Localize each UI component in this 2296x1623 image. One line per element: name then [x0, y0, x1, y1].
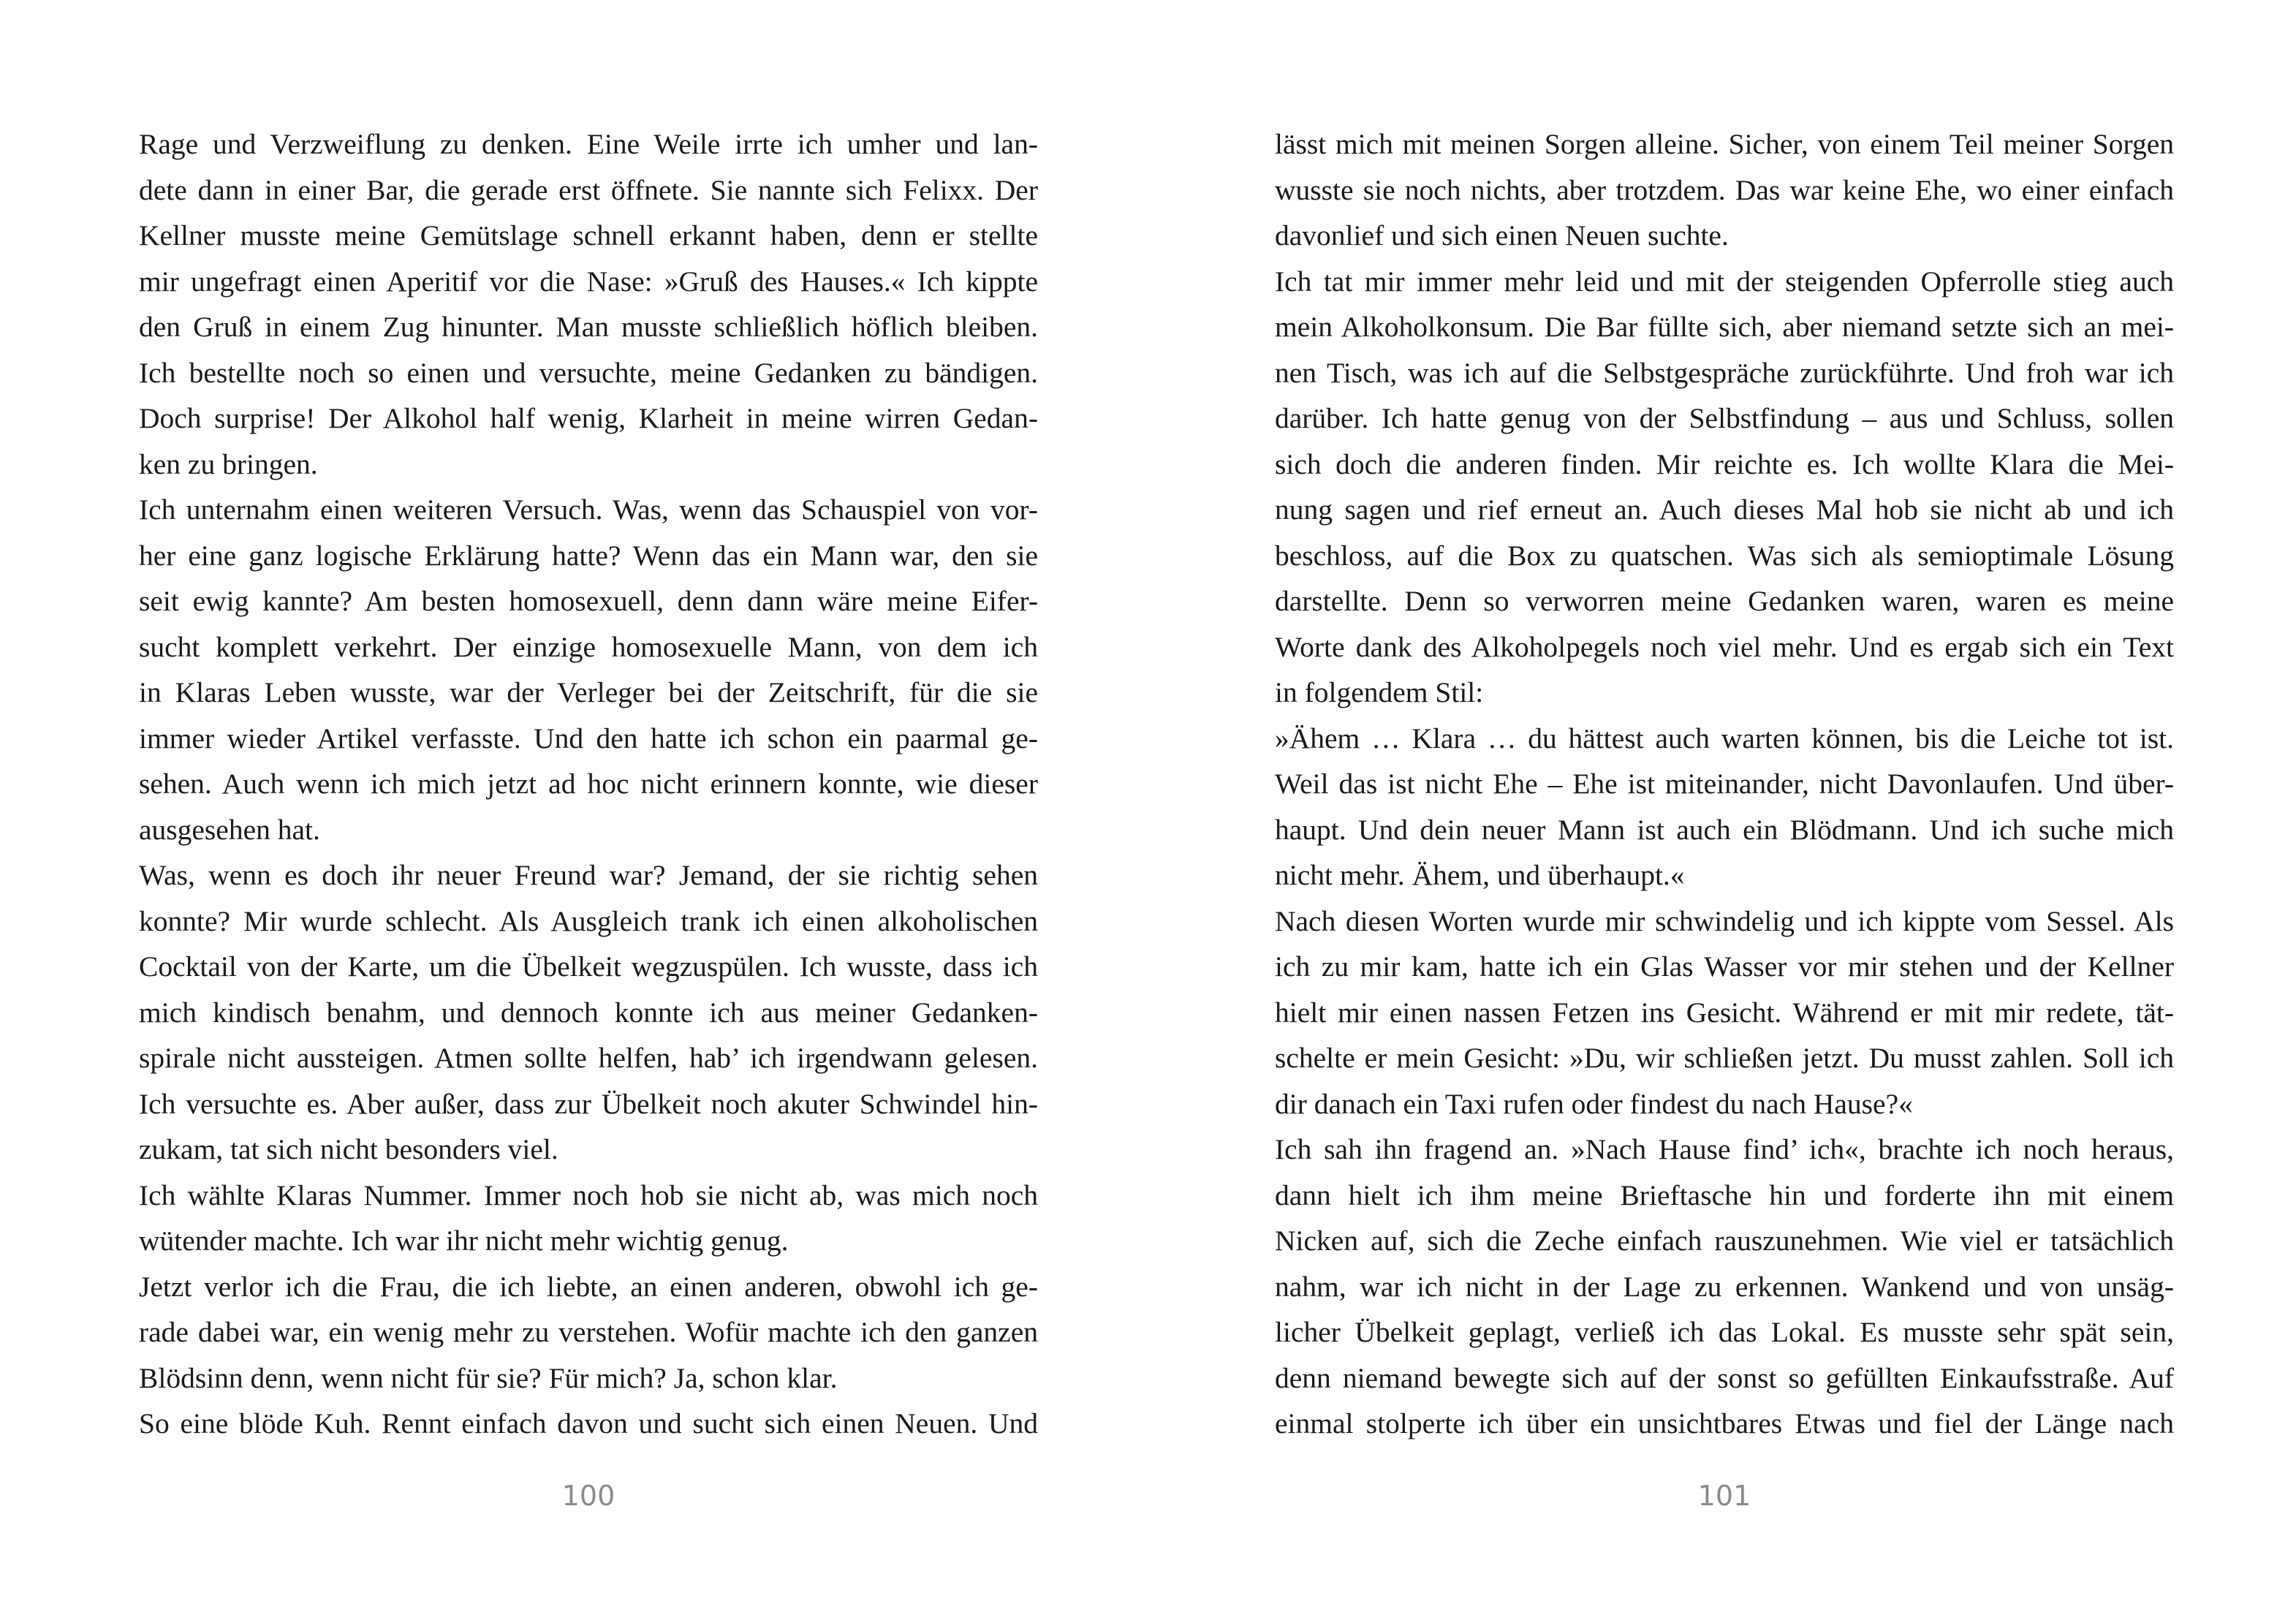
right-page-number: 101: [1697, 1480, 1751, 1512]
text-line: rade dabei war, ein wenig mehr zu verstehen. Wofür machte ich den ganzen: [139, 1316, 1038, 1348]
text-line: darüber. Ich hatte genug von der Selbstfindung – aus und Schluss, sollen: [1275, 402, 2174, 434]
text-line: mein Alkoholkonsum. Die Bar füllte sich, aber niemand setzte sich an mei-: [1275, 311, 2174, 343]
text-line: ken zu bringen.: [139, 447, 318, 480]
text-line: nahm, war ich nicht in der Lage zu erkennen. Wankend und von unsäg-: [1275, 1270, 2174, 1303]
text-line: sucht komplett verkehrt. Der einzige homosexuelle Mann, von dem ich: [139, 630, 1038, 663]
text-line: Nicken auf, sich die Zeche einfach rauszunehmen. Wie viel er tatsächlich: [1275, 1225, 2174, 1257]
text-line: einmal stolperte ich über ein unsichtbares Etwas und fiel der Länge nach: [1275, 1407, 2174, 1439]
text-line: in folgendem Stil:: [1275, 676, 1484, 708]
left-page-number: 100: [561, 1480, 615, 1512]
text-line: haupt. Und dein neuer Mann ist auch ein Blödmann. Und ich suche mich: [1275, 813, 2174, 846]
text-line: Doch surprise! Der Alkohol half wenig, Klarheit in meine wirren Gedan-: [139, 402, 1038, 434]
text-line: beschloss, auf die Box zu quatschen. Was sich als semioptimale Lösung: [1275, 539, 2174, 572]
text-line: Nach diesen Worten wurde mir schwindelig und ich kippte vom Sessel. Als: [1275, 904, 2174, 937]
text-line: Weil das ist nicht Ehe – Ehe ist miteinander, nicht Davonlaufen. Und über-: [1275, 768, 2174, 800]
text-line: Cocktail von der Karte, um die Übelkeit wegzuspülen. Ich wusste, dass ich: [139, 950, 1038, 983]
text-line: Was, wenn es doch ihr neuer Freund war? Jemand, der sie richtig sehen: [139, 859, 1038, 891]
text-line: sich doch die anderen finden. Mir reichte es. Ich wollte Klara die Mei-: [1275, 447, 2174, 480]
text-line: immer wieder Artikel verfasste. Und den hatte ich schon ein paarmal ge-: [139, 722, 1038, 754]
text-line: sehen. Auch wenn ich mich jetzt ad hoc nicht erinnern konnte, wie dieser: [139, 768, 1038, 800]
text-line: spirale nicht aussteigen. Atmen sollte helfen, hab’ ich irgendwann gelesen.: [139, 1042, 1038, 1074]
text-line: den Gruß in einem Zug hinunter. Man musste schließlich höflich bleiben.: [139, 311, 1038, 343]
text-line: seit ewig kannte? Am besten homosexuell, denn dann wäre meine Eifer-: [139, 585, 1038, 617]
text-line: Ich unternahm einen weiteren Versuch. Was, wenn das Schauspiel von vor-: [139, 493, 1038, 526]
text-line: wusste sie noch nichts, aber trotzdem. Das war keine Ehe, wo einer einfach: [1275, 173, 2174, 206]
text-line: darstellte. Denn so verworren meine Gedanken waren, waren es meine: [1275, 585, 2174, 617]
text-line: dir danach ein Taxi rufen oder findest du nach Hause?«: [1275, 1087, 1913, 1120]
text-line: Ich wählte Klaras Nummer. Immer noch hob sie nicht ab, was mich noch: [139, 1179, 1038, 1211]
text-line: her eine ganz logische Erklärung hatte? Wenn das ein Mann war, den sie: [139, 539, 1038, 572]
text-line: Jetzt verlor ich die Frau, die ich liebte, an einen anderen, obwohl ich ge-: [139, 1270, 1038, 1303]
text-line: Rage und Verzweiflung zu denken. Eine Weile irrte ich umher und lan-: [139, 128, 1038, 160]
text-line: nen Tisch, was ich auf die Selbstgespräche zurückführte. Und froh war ich: [1275, 356, 2174, 389]
text-line: Kellner musste meine Gemütslage schnell erkannt haben, denn er stellte: [139, 219, 1038, 251]
text-line: Ich versuchte es. Aber außer, dass zur Übelkeit noch akuter Schwindel hin-: [139, 1087, 1038, 1120]
text-line: ich zu mir kam, hatte ich ein Glas Wasser vor mir stehen und der Kellner: [1275, 950, 2174, 983]
text-line: Worte dank des Alkoholpegels noch viel mehr. Und es ergab sich ein Text: [1275, 630, 2174, 663]
text-line: konnte? Mir wurde schlecht. Als Ausgleich trank ich einen alkoholischen: [139, 904, 1038, 937]
text-line: mich kindisch benahm, und dennoch konnte ich aus meiner Gedanken-: [139, 996, 1038, 1029]
text-line: »Ähem … Klara … du hättest auch warten können, bis die Leiche tot ist.: [1275, 722, 2174, 754]
text-line: dete dann in einer Bar, die gerade erst öffnete. Sie nannte sich Felixx. Der: [139, 173, 1038, 206]
text-line: hielt mir einen nassen Fetzen ins Gesicht. Während er mit mir redete, tät-: [1275, 996, 2174, 1029]
text-line: nung sagen und rief erneut an. Auch dieses Mal hob sie nicht ab und ich: [1275, 493, 2174, 526]
text-line: denn niemand bewegte sich auf der sonst so gefüllten Einkaufsstraße. Auf: [1275, 1361, 2174, 1394]
text-line: licher Übelkeit geplagt, verließ ich das Lokal. Es musste sehr spät sein,: [1275, 1316, 2174, 1348]
text-line: zukam, tat sich nicht besonders viel.: [139, 1133, 558, 1165]
right-page-text: [1275, 121, 2174, 1447]
text-line: Blödsinn denn, wenn nicht für sie? Für mich? Ja, schon klar.: [139, 1361, 838, 1394]
text-line: Ich bestellte noch so einen und versuchte, meine Gedanken zu bändigen.: [139, 356, 1038, 389]
text-line: in Klaras Leben wusste, war der Verleger bei der Zeitschrift, für die sie: [139, 676, 1038, 708]
right-page: [1148, 0, 2295, 1623]
text-line: wütender machte. Ich war ihr nicht mehr wichtig genug.: [139, 1225, 789, 1257]
text-line: ausgesehen hat.: [139, 813, 320, 846]
text-line: Ich sah ihn fragend an. »Nach Hause find’ ich«, brachte ich noch heraus,: [1275, 1133, 2174, 1165]
text-line: davonlief und sich einen Neuen suchte.: [1275, 219, 1729, 251]
text-line: mir ungefragt einen Aperitif vor die Nase: »Gruß des Hauses.« Ich kippte: [139, 265, 1038, 298]
text-line: Ich tat mir immer mehr leid und mit der steigenden Opferrolle stieg auch: [1275, 265, 2174, 298]
text-line: So eine blöde Kuh. Rennt einfach davon und sucht sich einen Neuen. Und: [139, 1407, 1038, 1439]
text-line: dann hielt ich ihm meine Brieftasche hin und forderte ihn mit einem: [1275, 1179, 2174, 1211]
text-line: nicht mehr. Ähem, und überhaupt.«: [1275, 859, 1685, 891]
text-line: schelte er mein Gesicht: »Du, wir schließen jetzt. Du musst zahlen. Soll ich: [1275, 1042, 2174, 1074]
text-line: lässt mich mit meinen Sorgen alleine. Sicher, von einem Teil meiner Sorgen: [1275, 128, 2174, 160]
left-page-text: [139, 121, 1038, 1447]
